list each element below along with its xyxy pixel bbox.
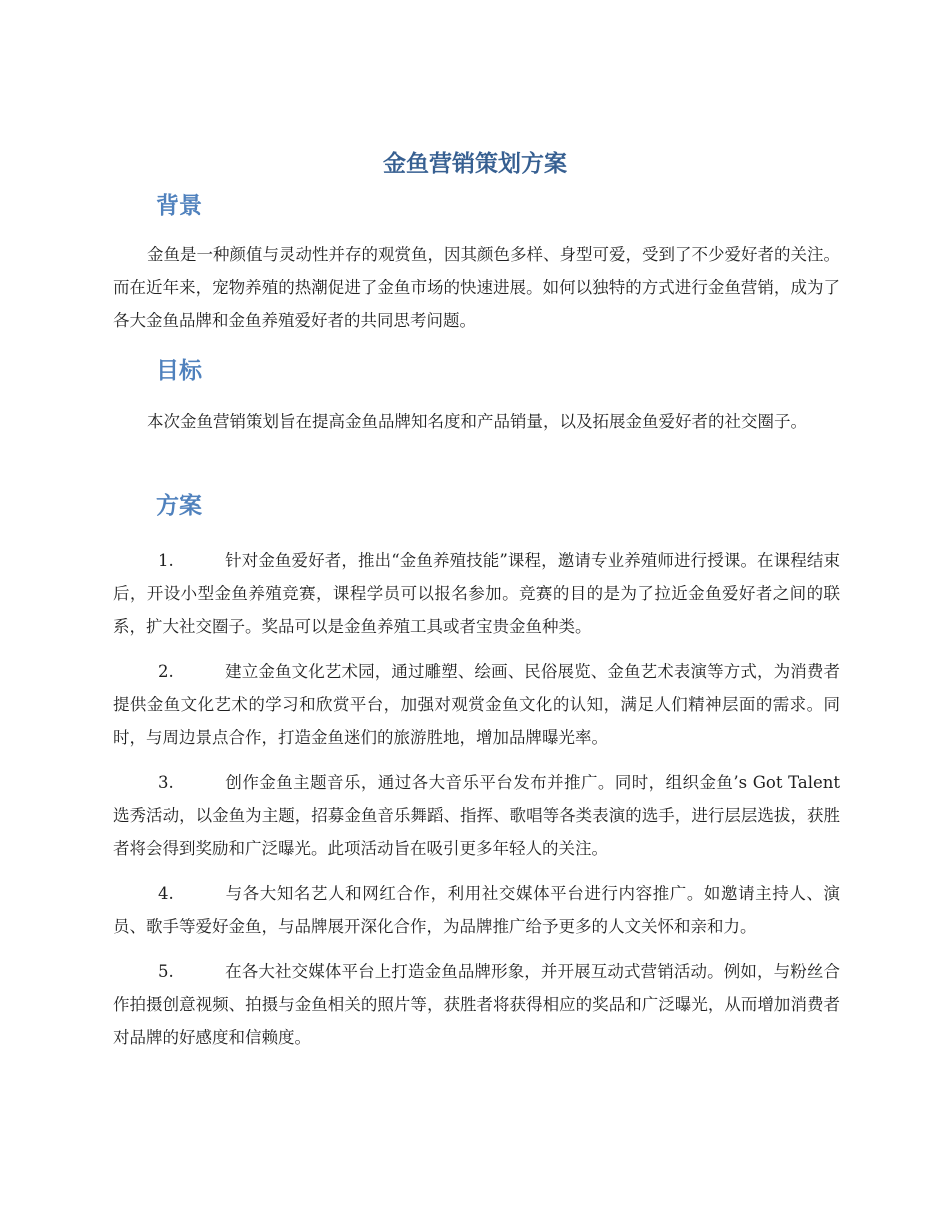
plan-item-number: 5. [158, 962, 174, 981]
plan-item-text: 在各大社交媒体平台上打造金鱼品牌形象，并开展互动式营销活动。例如，与粉丝合作拍摄创意视频、拍摄与金鱼相关的照片等，获胜者将获得相应的奖品和广泛曝光，从而增加消费者对品牌的好感度和信赖度。 [113, 962, 840, 1047]
section-plan [113, 488, 840, 1066]
plan-item-number: 4. [158, 884, 174, 903]
plan-item-number: 1. [158, 551, 174, 570]
plan-item-number: 3. [158, 773, 174, 792]
document-title: 金鱼营销策划方案 [383, 151, 567, 177]
section-heading-background: 背景 [156, 193, 202, 219]
plan-list [113, 544, 840, 1054]
plan-item-number: 2. [158, 662, 174, 681]
background-paragraph: 金鱼是一种颜值与灵动性并存的观赏鱼，因其颜色多样、身型可爱，受到了不少爱好者的关注。而在近年来，宠物养殖的热潮促进了金鱼市场的快速进展。如何以独特的方式进行金鱼营销，成为了各大金鱼品牌和金鱼养殖爱好者的共同思考问题。 [113, 245, 840, 330]
plan-item-text: 创作金鱼主题音乐，通过各大音乐平台发布并推广。同时，组织金鱼’s Got Talent 选秀活动，以金鱼为主题，招募金鱼音乐舞蹈、指挥、歌唱等各类表演的选手，进行层层选拔，获胜者将会得到奖励和广泛曝光。此项活动旨在吸引更多年轻人的关注。 [113, 773, 840, 858]
plan-item [113, 766, 840, 865]
section-heading-goal: 目标 [156, 358, 202, 384]
plan-item-text: 针对金鱼爱好者，推出“金鱼养殖技能”课程，邀请专业养殖师进行授课。在课程结束后，开设小型金鱼养殖竞赛，课程学员可以报名参加。竞赛的目的是为了拉近金鱼爱好者之间的联系，扩大社交圈子。奖品可以是金鱼养殖工具或者宝贵金鱼种类。 [113, 551, 840, 636]
section-background [113, 188, 840, 337]
plan-item [113, 544, 840, 643]
section-heading-plan: 方案 [156, 493, 202, 519]
plan-item [113, 655, 840, 754]
goal-paragraph: 本次金鱼营销策划旨在提高金鱼品牌知名度和产品销量，以及拓展金鱼爱好者的社交圈子。 [147, 412, 807, 431]
plan-item-text: 建立金鱼文化艺术园，通过雕塑、绘画、民俗展览、金鱼艺术表演等方式，为消费者提供金鱼文化艺术的学习和欣赏平台，加强对观赏金鱼文化的认知，满足人们精神层面的需求。同时，与周边景点合作，打造金鱼迷们的旅游胜地，增加品牌曝光率。 [113, 662, 840, 747]
plan-item [113, 877, 840, 943]
plan-item [113, 955, 840, 1054]
plan-item-text: 与各大知名艺人和网红合作，利用社交媒体平台进行内容推广。如邀请主持人、演员、歌手等爱好金鱼，与品牌展开深化合作，为品牌推广给予更多的人文关怀和亲和力。 [113, 884, 840, 936]
section-goal [113, 353, 840, 438]
